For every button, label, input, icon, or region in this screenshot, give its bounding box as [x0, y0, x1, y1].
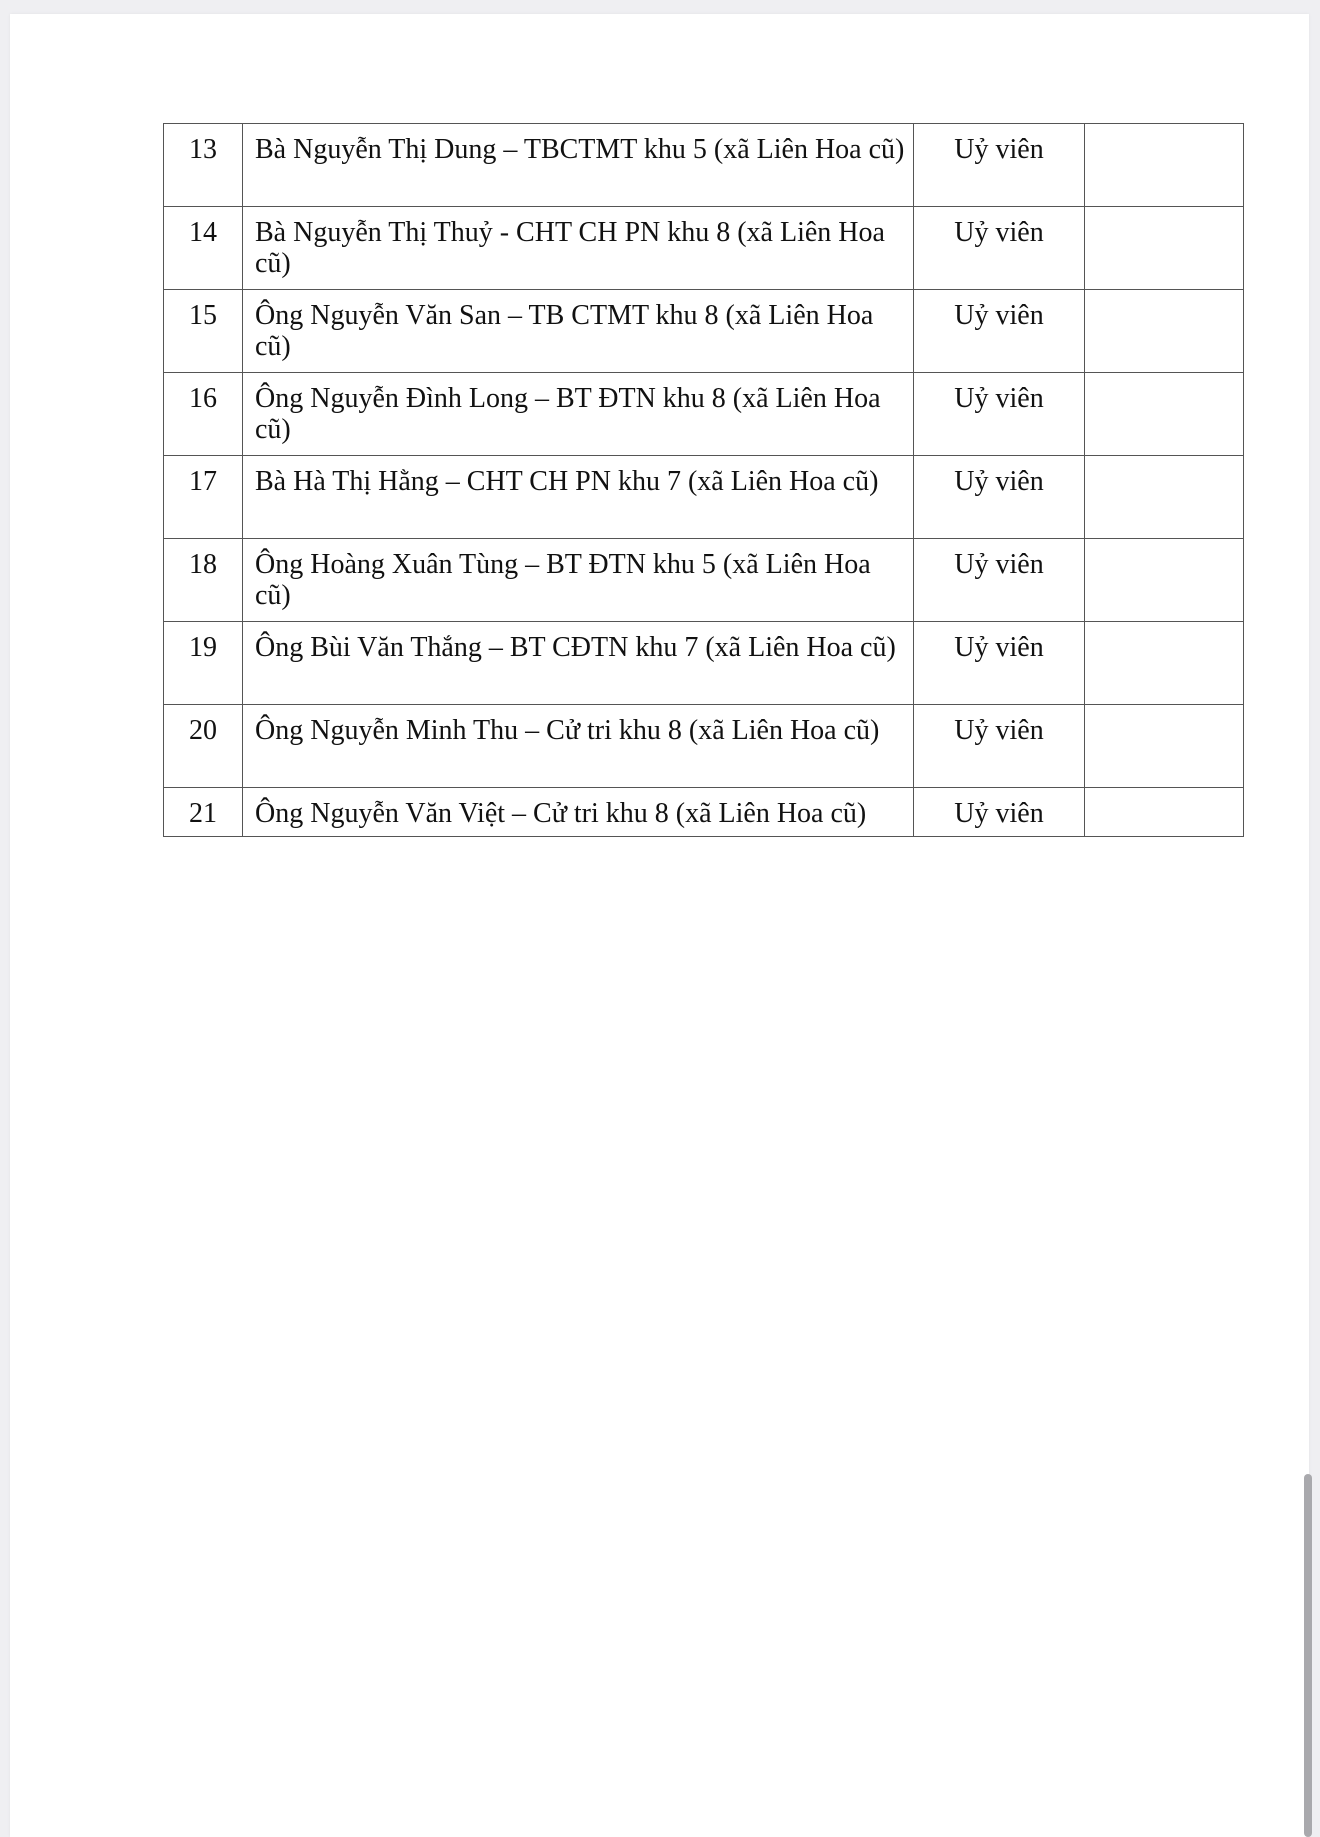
row-number: 19 — [164, 622, 243, 705]
table-row — [164, 539, 1244, 622]
member-name: Ông Nguyễn Văn San – TB CTMT khu 8 (xã Liên Hoa cũ) — [243, 290, 914, 373]
member-note — [1085, 456, 1244, 539]
row-number: 21 — [164, 788, 243, 837]
member-name: Ông Hoàng Xuân Tùng – BT ĐTN khu 5 (xã Liên Hoa cũ) — [243, 539, 914, 622]
scrollbar-thumb[interactable] — [1304, 1474, 1312, 1837]
member-note — [1085, 705, 1244, 788]
member-note — [1085, 207, 1244, 290]
member-role: Uỷ viên — [914, 788, 1085, 837]
member-note — [1085, 539, 1244, 622]
table-row — [164, 290, 1244, 373]
member-role: Uỷ viên — [914, 373, 1085, 456]
row-number: 18 — [164, 539, 243, 622]
table-row — [164, 788, 1244, 837]
member-name: Ông Nguyễn Văn Việt – Cử tri khu 8 (xã Liên Hoa cũ) — [243, 788, 914, 837]
table-row — [164, 373, 1244, 456]
member-note — [1085, 622, 1244, 705]
row-number: 15 — [164, 290, 243, 373]
member-role: Uỷ viên — [914, 124, 1085, 207]
member-note — [1085, 290, 1244, 373]
member-name: Bà Nguyễn Thị Thuỷ - CHT CH PN khu 8 (xã Liên Hoa cũ) — [243, 207, 914, 290]
member-role: Uỷ viên — [914, 705, 1085, 788]
member-role: Uỷ viên — [914, 539, 1085, 622]
member-name: Bà Hà Thị Hằng – CHT CH PN khu 7 (xã Liên Hoa cũ) — [243, 456, 914, 539]
member-name: Ông Nguyễn Đình Long – BT ĐTN khu 8 (xã Liên Hoa cũ) — [243, 373, 914, 456]
members-table — [163, 123, 1244, 837]
row-number: 17 — [164, 456, 243, 539]
member-role: Uỷ viên — [914, 207, 1085, 290]
row-number: 20 — [164, 705, 243, 788]
table-row — [164, 705, 1244, 788]
member-name: Ông Bùi Văn Thắng – BT CĐTN khu 7 (xã Liên Hoa cũ) — [243, 622, 914, 705]
member-note — [1085, 788, 1244, 837]
member-note — [1085, 124, 1244, 207]
table-row — [164, 207, 1244, 290]
row-number: 16 — [164, 373, 243, 456]
member-role: Uỷ viên — [914, 622, 1085, 705]
row-number: 13 — [164, 124, 243, 207]
document-page — [10, 14, 1309, 1837]
row-number: 14 — [164, 207, 243, 290]
member-role: Uỷ viên — [914, 456, 1085, 539]
member-role: Uỷ viên — [914, 290, 1085, 373]
table-row — [164, 124, 1244, 207]
member-note — [1085, 373, 1244, 456]
table-row — [164, 456, 1244, 539]
vertical-scrollbar[interactable] — [1304, 14, 1312, 1837]
member-name: Bà Nguyễn Thị Dung – TBCTMT khu 5 (xã Liên Hoa cũ) — [243, 124, 914, 207]
table-row — [164, 622, 1244, 705]
member-name: Ông Nguyễn Minh Thu – Cử tri khu 8 (xã Liên Hoa cũ) — [243, 705, 914, 788]
